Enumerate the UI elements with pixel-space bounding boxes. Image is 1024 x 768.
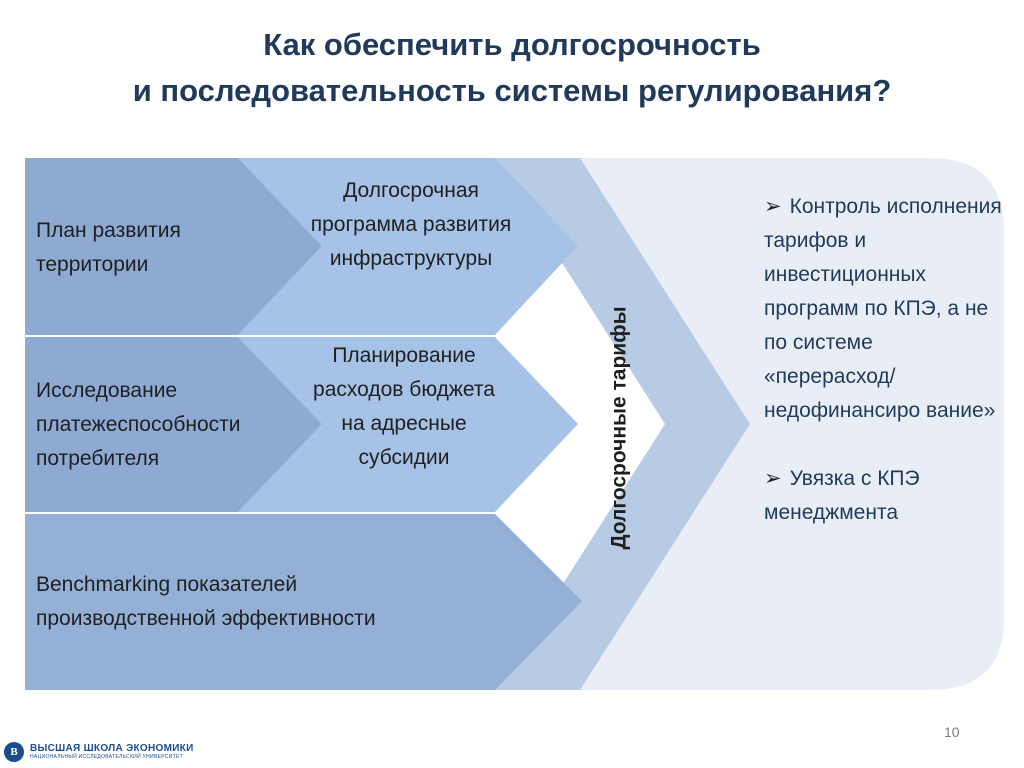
bullet-text-control: Контроль исполнения тарифов и инвестиционных программ по КПЭ, а не по системе «перерасход/ недофинансиро вание»: [764, 195, 1002, 422]
logo-name: ВЫСШАЯ ШКОЛА ЭКОНОМИКИ: [30, 743, 194, 754]
arrow-bullet-icon: ➢: [764, 195, 782, 218]
bullet-item-kpi: [764, 462, 1004, 530]
row-1-left-label: План развития территории: [36, 219, 181, 276]
bullet-item-control: [764, 190, 1004, 428]
row-2-left-label: Исследование платежеспособности потребителя: [36, 379, 241, 470]
hse-logo: [4, 742, 194, 762]
logo-subtitle: НАЦИОНАЛЬНЫЙ ИССЛЕДОВАТЕЛЬСКИЙ УНИВЕРСИТЕТ: [30, 754, 183, 760]
bullet-list: [764, 190, 1004, 530]
title-line-2: и последовательность системы регулирования?: [132, 73, 892, 108]
row-1-middle-label: Долгосрочная программа развития инфраструктуры: [310, 179, 512, 270]
arrow-bullet-icon: ➢: [764, 467, 782, 490]
long-term-tariffs-label: [602, 286, 638, 570]
row-3-label: Benchmarking показателей производственной эффективности: [36, 573, 376, 630]
page-number: 10: [944, 724, 960, 740]
row-2-middle-label: Планирование расходов бюджета на адресные субсидии: [313, 344, 495, 469]
title-line-1: Как обеспечить долгосрочность: [263, 27, 761, 62]
bullet-text-kpi: Увязка с КПЭ менеджмента: [764, 467, 920, 524]
long-term-tariffs-text: Долгосрочные тарифы: [608, 306, 631, 550]
hse-emblem-icon: В: [4, 742, 24, 762]
